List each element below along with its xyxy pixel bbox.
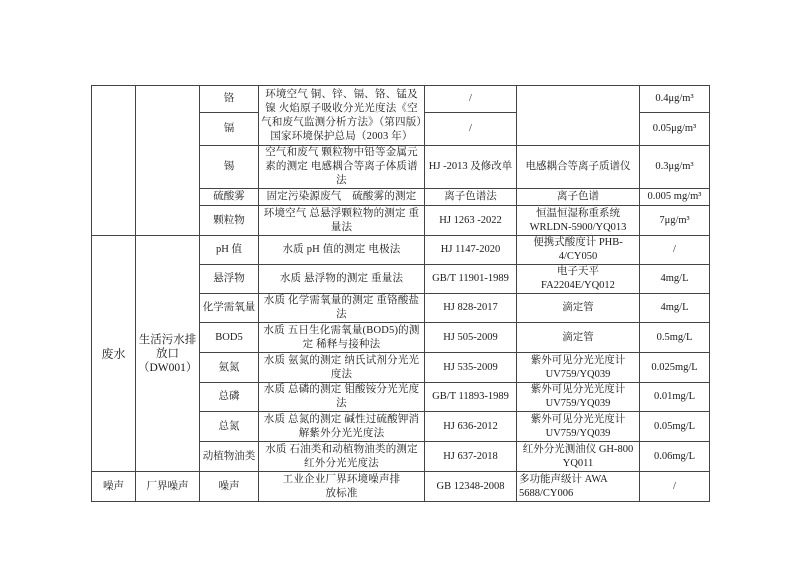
limit-cell: / xyxy=(640,236,710,265)
method-cell: 环境空气 铜、锌、镉、铬、锰及镍 火焰原子吸收分光光度法《空气和废气监测分析方法》（第四版）国家环境保护总局（2003 年） xyxy=(259,86,425,146)
point-cell-noise: 厂界噪声 xyxy=(136,472,200,502)
limit-cell: 0.3μg/m³ xyxy=(640,146,710,189)
item-cell: 悬浮物 xyxy=(200,265,259,294)
method-cell: 水质 总磷的测定 钼酸铵分光光度法 xyxy=(259,383,425,412)
instrument-cell: 电感耦合等离子质谱仪 xyxy=(517,146,640,189)
method-cell: 工业企业厂界环境噪声排放标准 xyxy=(259,472,425,502)
limit-cell: 0.5mg/L xyxy=(640,323,710,353)
monitoring-methods-table xyxy=(91,85,710,502)
method-cell: 水质 总氮的测定 碱性过硫酸钾消解紫外分光光度法 xyxy=(259,412,425,442)
standard-cell: 离子色谱法 xyxy=(425,189,517,206)
limit-cell: 0.06mg/L xyxy=(640,442,710,472)
standard-cell: HJ 828-2017 xyxy=(425,294,517,323)
method-cell: 空气和废气 颗粒物中铅等金属元素的测定 电感耦合等离子体质谱法 xyxy=(259,146,425,189)
instrument-cell: 红外分光测油仪 GH-800 YQ011 xyxy=(517,442,640,472)
item-cell: 镉 xyxy=(200,113,259,146)
item-cell: pH 值 xyxy=(200,236,259,265)
method-cell: 水质 五日生化需氧量(BOD5)的测定 稀释与接种法 xyxy=(259,323,425,353)
standard-cell: HJ 505-2009 xyxy=(425,323,517,353)
instrument-cell: 紫外可见分光光度计 UV759/YQ039 xyxy=(517,353,640,383)
table-row xyxy=(92,236,710,265)
standard-cell: HJ 1147-2020 xyxy=(425,236,517,265)
limit-cell: 0.05mg/L xyxy=(640,412,710,442)
standard-cell: HJ 1263 -2022 xyxy=(425,206,517,236)
standard-cell: HJ 535-2009 xyxy=(425,353,517,383)
standard-cell: GB/T 11893-1989 xyxy=(425,383,517,412)
point-cell-wastewater: 生活污水排放口（DW001） xyxy=(136,236,200,472)
method-cell: 环境空气 总悬浮颗粒物的测定 重量法 xyxy=(259,206,425,236)
method-cell: 水质 石油类和动植物油类的测定 红外分光光度法 xyxy=(259,442,425,472)
instrument-cell: 便携式酸度计 PHB-4/CY050 xyxy=(517,236,640,265)
instrument-cell: 离子色谱 xyxy=(517,189,640,206)
standard-cell: / xyxy=(425,113,517,146)
item-cell: 铬 xyxy=(200,86,259,113)
standard-cell: / xyxy=(425,86,517,113)
standard-cell: GB/T 11901-1989 xyxy=(425,265,517,294)
limit-cell: 0.05μg/m³ xyxy=(640,113,710,146)
item-cell: 氨氮 xyxy=(200,353,259,383)
method-cell: 水质 pH 值的测定 电极法 xyxy=(259,236,425,265)
instrument-cell: 滴定管 xyxy=(517,323,640,353)
item-cell: BOD5 xyxy=(200,323,259,353)
method-cell: 水质 氨氮的测定 纳氏试剂分光光度法 xyxy=(259,353,425,383)
limit-cell: 7μg/m³ xyxy=(640,206,710,236)
item-cell: 化学需氧量 xyxy=(200,294,259,323)
instrument-cell: 滴定管 xyxy=(517,294,640,323)
item-cell: 硫酸雾 xyxy=(200,189,259,206)
table-row xyxy=(92,86,710,113)
item-cell: 总氮 xyxy=(200,412,259,442)
limit-cell: 0.01mg/L xyxy=(640,383,710,412)
standard-cell: HJ 636-2012 xyxy=(425,412,517,442)
instrument-cell: 紫外可见分光光度计 UV759/YQ039 xyxy=(517,412,640,442)
limit-cell: 0.025mg/L xyxy=(640,353,710,383)
standard-cell: HJ 637-2018 xyxy=(425,442,517,472)
item-cell: 颗粒物 xyxy=(200,206,259,236)
category-cell-wastewater: 废水 xyxy=(92,236,136,472)
limit-cell: 4mg/L xyxy=(640,294,710,323)
item-cell: 噪声 xyxy=(200,472,259,502)
instrument-cell: 恒温恒湿称重系统 WRLDN-5900/YQ013 xyxy=(517,206,640,236)
category-cell-noise: 噪声 xyxy=(92,472,136,502)
method-cell: 水质 悬浮物的测定 重量法 xyxy=(259,265,425,294)
instrument-cell: 电子天平 FA2204E/YQ012 xyxy=(517,265,640,294)
instrument-cell: 多功能声级计 AWA 5688/CY006 xyxy=(517,472,640,502)
method-cell: 固定污染源废气 硫酸雾的测定 xyxy=(259,189,425,206)
instrument-cell xyxy=(517,86,640,146)
standard-cell: HJ -2013 及修改单 xyxy=(425,146,517,189)
instrument-cell: 紫外可见分光光度计 UV759/YQ039 xyxy=(517,383,640,412)
item-cell: 锡 xyxy=(200,146,259,189)
method-cell: 水质 化学需氧量的测定 重铬酸盐法 xyxy=(259,294,425,323)
category-cell-air xyxy=(92,86,136,236)
item-cell: 总磷 xyxy=(200,383,259,412)
limit-cell: 4mg/L xyxy=(640,265,710,294)
point-cell-air xyxy=(136,86,200,236)
limit-cell: 0.005 mg/m³ xyxy=(640,189,710,206)
limit-cell: 0.4μg/m³ xyxy=(640,86,710,113)
item-cell: 动植物油类 xyxy=(200,442,259,472)
table-row xyxy=(92,472,710,502)
limit-cell: / xyxy=(640,472,710,502)
standard-cell: GB 12348-2008 xyxy=(425,472,517,502)
